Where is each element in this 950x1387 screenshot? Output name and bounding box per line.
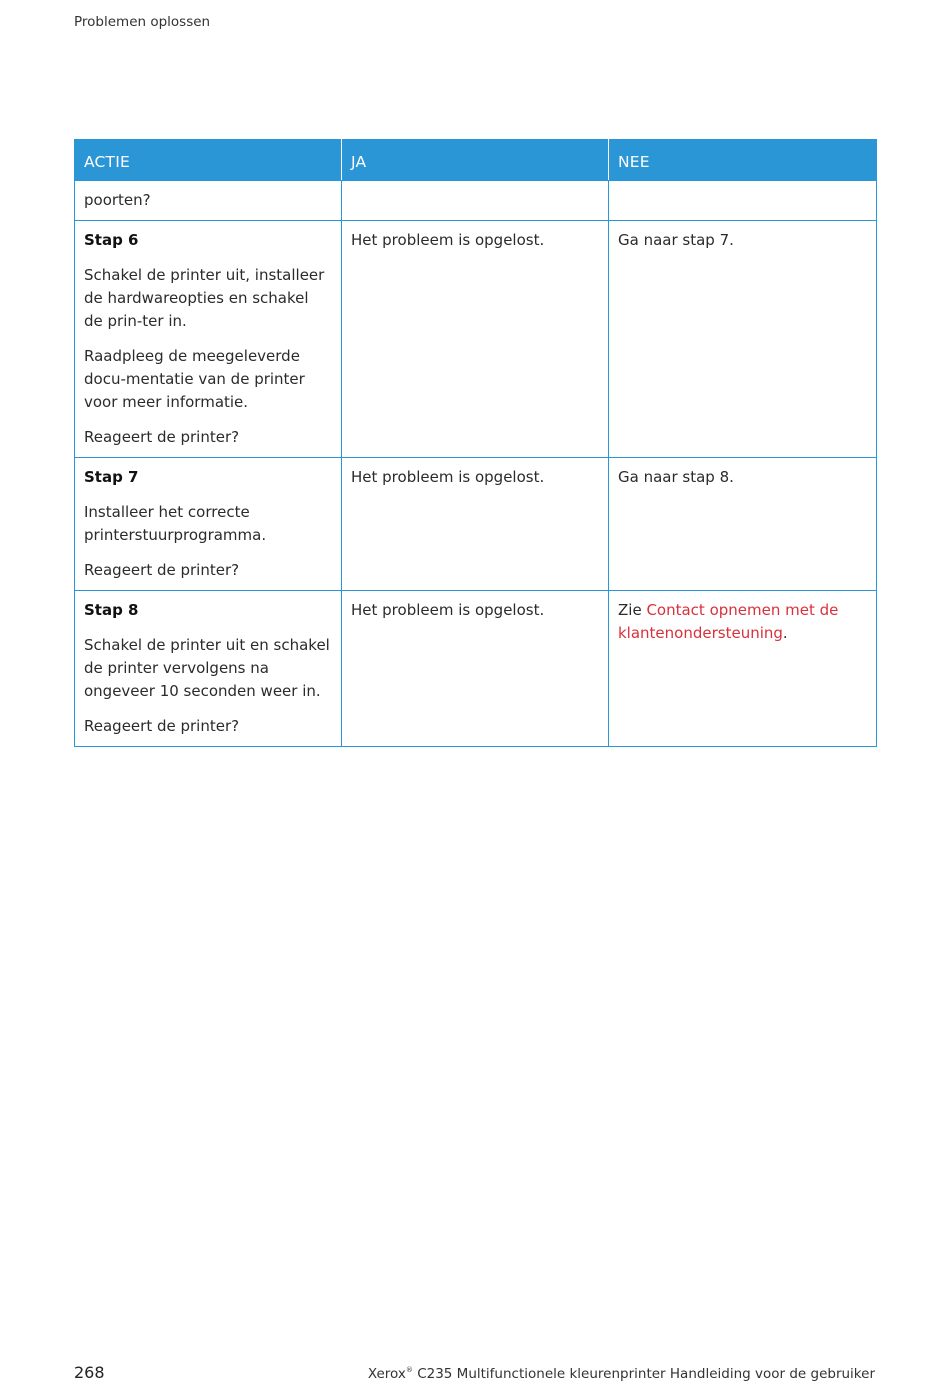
table-header-row [75, 140, 877, 181]
no-suffix: . [782, 624, 788, 642]
step-instruction: Installeer het correcte printerstuurprogramma. [84, 503, 267, 544]
table-row-step-6 [75, 221, 877, 458]
action-cell [75, 458, 342, 591]
step-question: Reageert de printer? [84, 717, 240, 735]
action-cell [75, 591, 342, 747]
action-cell [75, 221, 342, 458]
step-title: Stap 6 [84, 231, 139, 249]
yes-cell: Het probleem is opgelost. [342, 221, 609, 458]
step-instruction: Schakel de printer uit en schakel de printer vervolgens na ongeveer 10 seconden weer in. [84, 636, 330, 700]
customer-support-link[interactable]: Contact opnemen met de klantenondersteuning [618, 601, 839, 642]
no-prefix: Zie [618, 601, 647, 619]
step-question: Reageert de printer? [84, 428, 240, 446]
step-question: Reageert de printer? [84, 561, 240, 579]
action-cell: poorten? [75, 181, 342, 221]
table-row-step-7 [75, 458, 877, 591]
step-title: Stap 8 [84, 601, 139, 619]
yes-cell: Het probleem is opgelost. [342, 591, 609, 747]
yes-cell: Het probleem is opgelost. [342, 458, 609, 591]
registered-mark: ® [405, 1366, 413, 1374]
table-row-continuation [75, 181, 877, 221]
yes-cell [342, 181, 609, 221]
no-cell: Ga naar stap 8. [609, 458, 877, 591]
footer-title [368, 1366, 875, 1382]
step-instruction: Raadpleeg de meegeleverde docu-mentatie van de printer voor meer informatie. [84, 347, 305, 411]
no-cell [609, 591, 877, 747]
page-number: 268 [74, 1363, 105, 1382]
running-header: Problemen oplossen [74, 14, 211, 30]
brand-name: Xerox [367, 1366, 406, 1382]
column-header-no: NEE [609, 140, 877, 181]
step-title: Stap 7 [84, 468, 139, 486]
troubleshooting-table [74, 139, 877, 747]
manual-title: C235 Multifunctionele kleurenprinter Handleiding voor de gebruiker [412, 1366, 875, 1382]
no-cell [609, 181, 877, 221]
no-cell: Ga naar stap 7. [609, 221, 877, 458]
column-header-yes: JA [342, 140, 609, 181]
step-instruction: Schakel de printer uit, installeer de hardwareopties en schakel de prin-ter in. [84, 266, 325, 330]
column-header-action: ACTIE [75, 140, 342, 181]
table-row-step-8 [75, 591, 877, 747]
